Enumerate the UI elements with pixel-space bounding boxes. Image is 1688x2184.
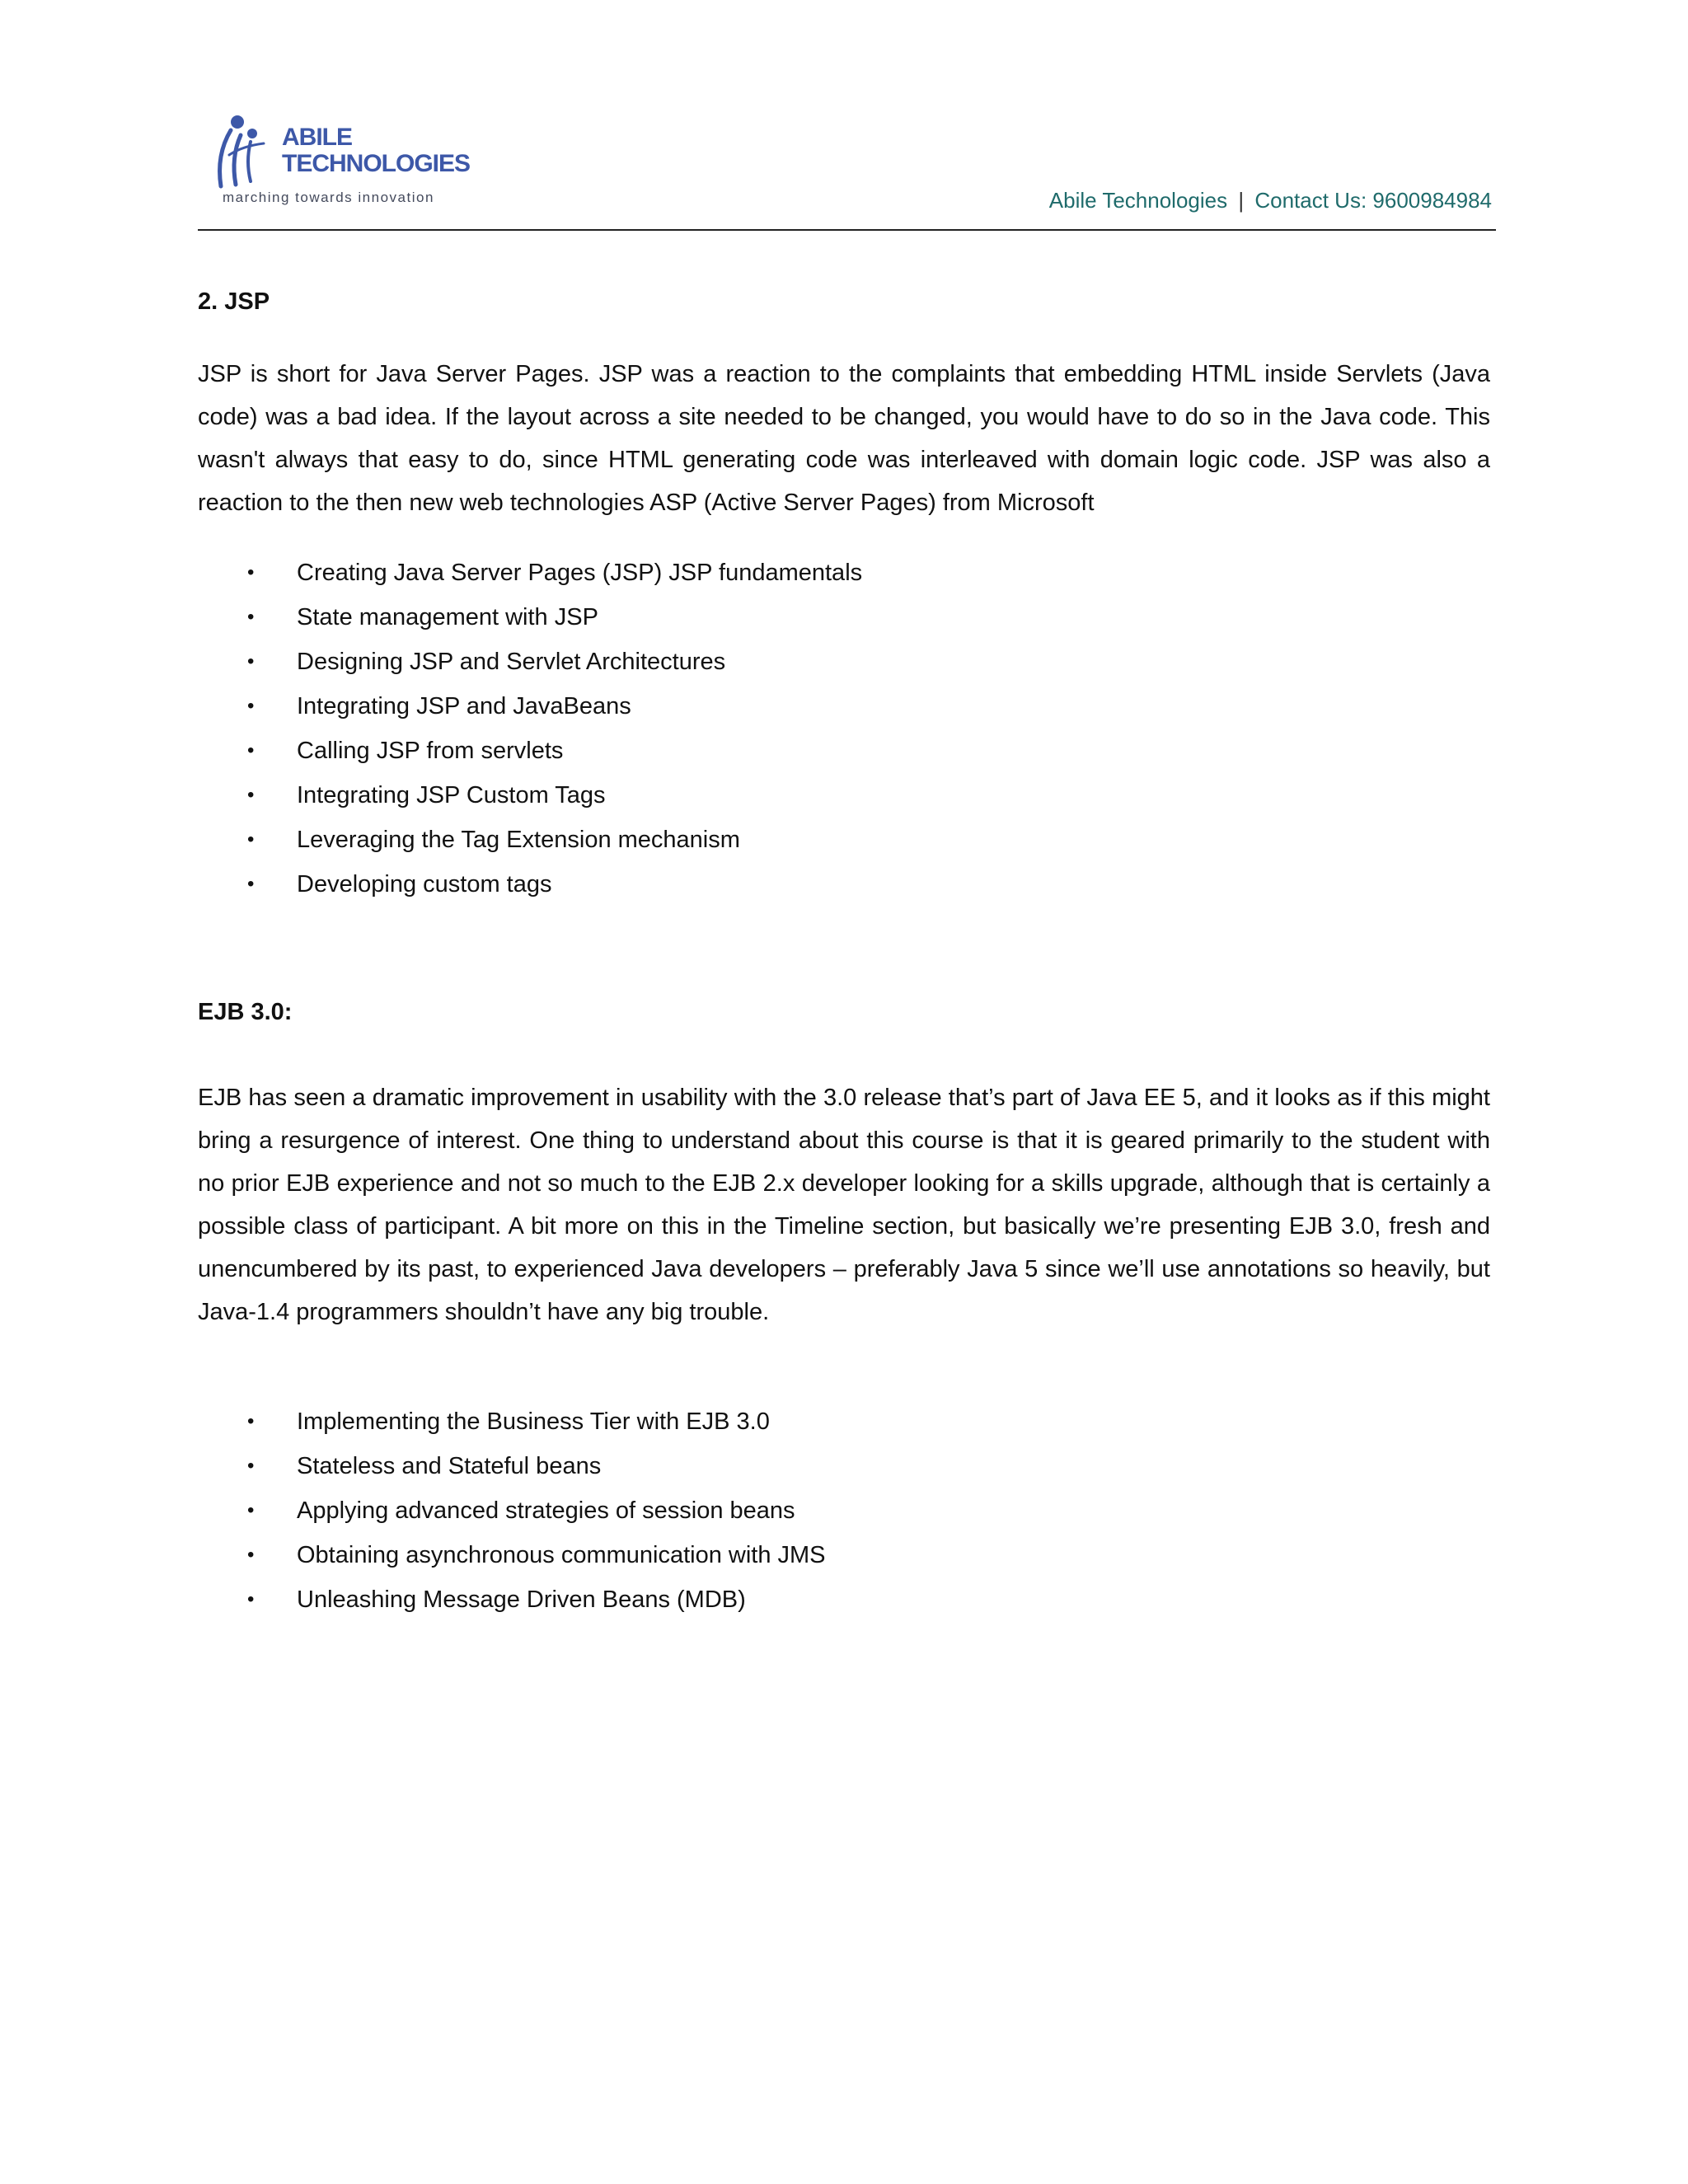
bullet-icon: • [247,828,255,851]
list-item [198,1399,1490,1444]
list-item-text: Integrating JSP Custom Tags [297,782,606,808]
bullet-icon: • [247,695,255,717]
list-item-text: State management with JSP [297,604,598,630]
list-item [198,1444,1490,1488]
list-item-text: Unleashing Message Driven Beans (MDB) [297,1586,746,1613]
bullet-icon: • [247,1410,255,1432]
logo-line-2: TECHNOLOGIES [282,150,471,177]
header-separator: | [1238,188,1245,213]
bullet-icon: • [247,561,255,583]
list-item [198,640,1490,684]
list-item [198,684,1490,729]
list-item-text: Integrating JSP and JavaBeans [297,693,631,719]
header-divider [198,229,1496,231]
ejb-topic-list [198,1399,1490,1622]
list-item [198,551,1490,595]
company-logo [209,114,471,213]
bullet-icon: • [247,650,255,673]
list-item [198,729,1490,773]
logo-figure-icon [209,114,284,192]
ejb-heading: EJB 3.0: [198,999,293,1025]
bullet-icon: • [247,1544,255,1566]
bullet-icon: • [247,739,255,762]
list-item [198,1577,1490,1622]
bullet-icon: • [247,1499,255,1521]
list-item-text: Creating Java Server Pages (JSP) JSP fundamentals [297,560,863,586]
ejb-section [198,991,1490,1622]
bullet-icon: • [247,606,255,628]
jsp-heading: 2. JSP [198,288,270,315]
list-item [198,773,1490,818]
list-item [198,862,1490,907]
list-item [198,1533,1490,1577]
jsp-paragraph: JSP is short for Java Server Pages. JSP was a reaction to the complaints that embedding HTML inside Servlets (Java code) was a bad idea. If the layout across a site needed to be changed, you would have to do so in the Java code. This wasn't always that easy to do, since HTML generating code was interleaved with domain logic code. JSP was also a reaction to the then new web technologies ASP (Active Server Pages) from Microsoft [198,361,1490,516]
list-item-text: Calling JSP from servlets [297,738,564,764]
logo-line-1: ABILE [282,124,352,151]
list-item-text: Leveraging the Tag Extension mechanism [297,827,740,853]
bullet-icon: • [247,784,255,806]
bullet-icon: • [247,873,255,895]
list-item-text: Stateless and Stateful beans [297,1453,602,1479]
bullet-icon: • [247,1588,255,1610]
company-name: Abile Technologies [1048,188,1228,213]
list-item [198,595,1490,640]
list-item [198,1488,1490,1533]
logo-tagline: marching towards innovation [223,190,434,205]
list-item-text: Designing JSP and Servlet Architectures [297,649,726,675]
list-item-text: Developing custom tags [297,871,552,898]
list-item [198,818,1490,862]
header-contact [1049,188,1492,213]
page-header [198,107,1492,232]
jsp-topic-list [198,551,1490,907]
jsp-section [198,280,1490,907]
bullet-icon: • [247,1455,255,1477]
ejb-paragraph: EJB has seen a dramatic improvement in usability with the 3.0 release that’s part of Java EE 5, and it looks as if this might bring a resurgence of interest. One thing to understand about this course is that it is geared primarily to the student with no prior EJB experience and not so much to the EJB 2.x developer looking for a skills upgrade, although that is certainly a possible class of participant. A bit more on this in the Timeline section, but basically we’re presenting EJB 3.0, fresh and unencumbered by its past, to experienced Java developers – preferably Java 5 since we’ll use annotations so heavily, but Java-1.4 programmers shouldn’t have any big trouble. [198,1085,1490,1325]
list-item-text: Applying advanced strategies of session beans [297,1497,795,1524]
list-item-text: Implementing the Business Tier with EJB 3.0 [297,1408,770,1435]
contact-number: Contact Us: 9600984984 [1254,188,1492,213]
list-item-text: Obtaining asynchronous communication with JMS [297,1542,826,1568]
